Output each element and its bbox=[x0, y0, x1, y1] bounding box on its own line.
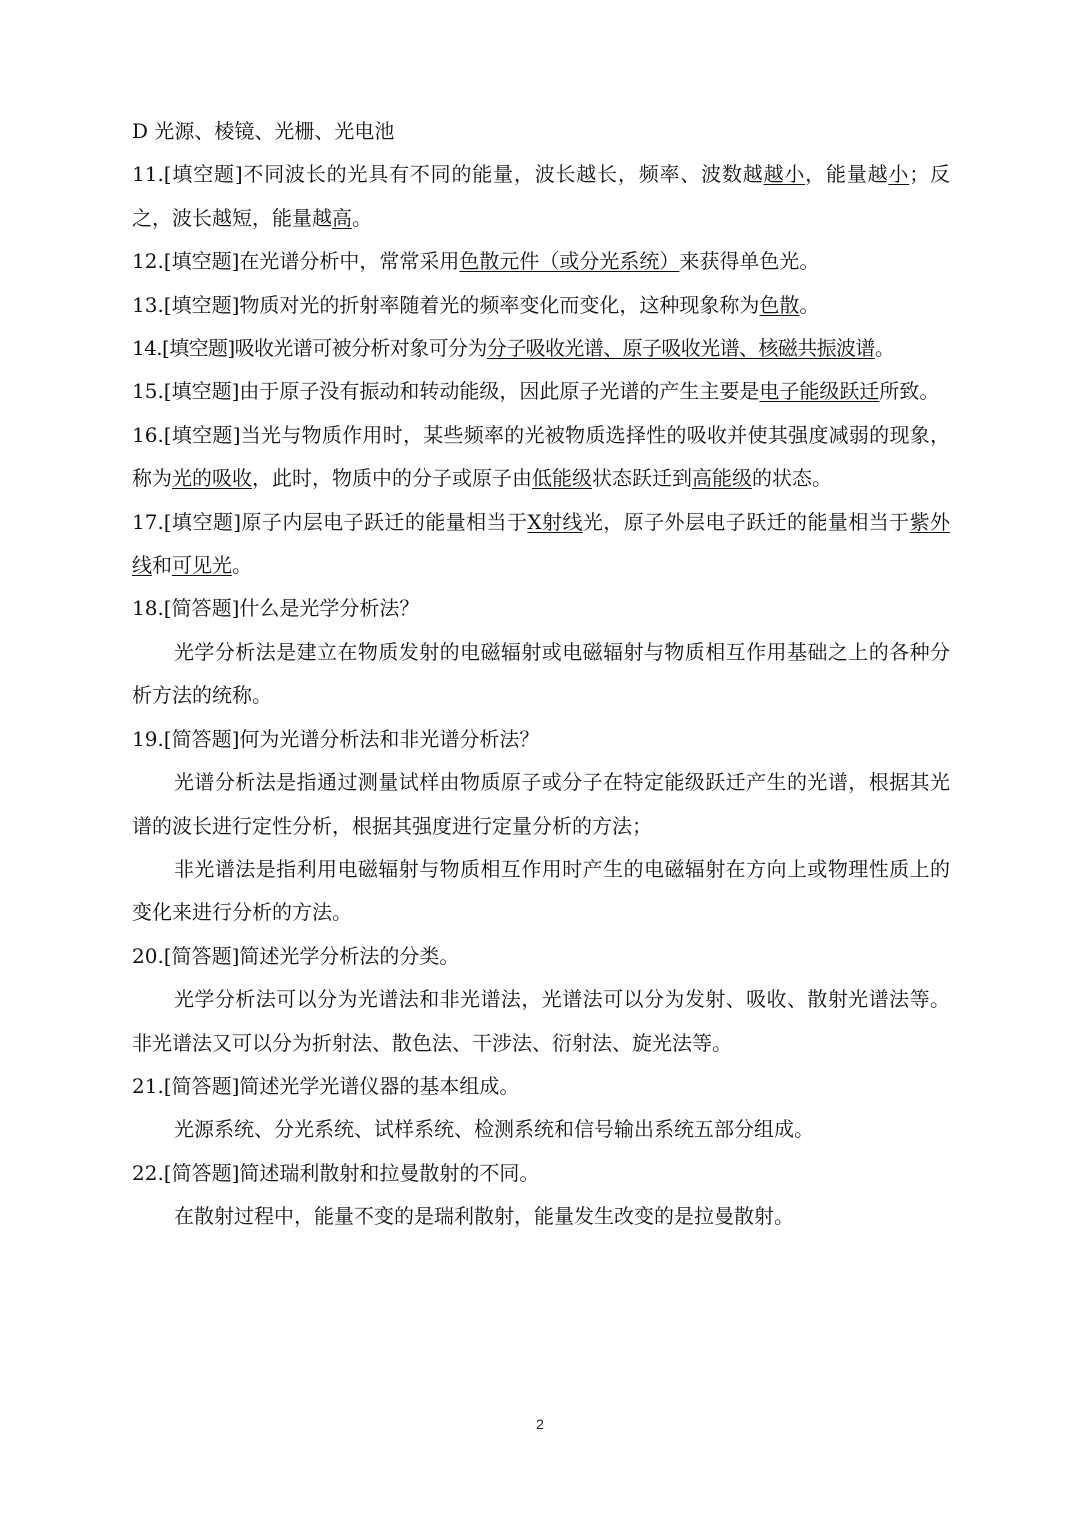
q14-text-c: 。 bbox=[874, 336, 895, 361]
q16-text-a: 16.[填空题]当光与物质作用时，某些频率的光被物质选择性的吸收并使其强度减弱的现象，称为 bbox=[132, 422, 950, 491]
question-14 bbox=[132, 327, 950, 370]
answer-21: 光源系统、分光系统、试样系统、检测系统和信号输出系统五部分组成。 bbox=[174, 1117, 814, 1142]
q17-blank-2: 紫外线 bbox=[132, 509, 950, 578]
page-number: 2 bbox=[536, 1416, 544, 1432]
q14-blank-1: 分子吸收光谱、原子吸收光谱、核磁共振波谱 bbox=[486, 336, 875, 361]
q11-text-c: ，能量越 bbox=[805, 162, 889, 187]
q16-text-c: ，此时，物质中的分子或原子由 bbox=[252, 466, 532, 491]
q17-blank-3: 可见光 bbox=[172, 553, 232, 578]
question-18: 18.[简答题]什么是光学分析法？ bbox=[132, 596, 420, 621]
q17-text-d: 和 bbox=[152, 553, 172, 578]
page-content bbox=[132, 110, 950, 1239]
q12-text-c: 来获得单色光。 bbox=[679, 249, 820, 274]
question-12 bbox=[132, 240, 950, 283]
q14-text-a: 14.[填空题]吸收光谱可被分析对象可分为 bbox=[132, 336, 487, 361]
question-21: 21.[简答题]简述光学光谱仪器的基本组成。 bbox=[132, 1073, 520, 1098]
q16-blank-3: 高能级 bbox=[692, 466, 752, 491]
answer-19-part-1: 光谱分析法是指通过测量试样由物质原子或分子在特定能级跃迁产生的光谱，根据其光谱的波长进行定性分析，根据其强度进行定量分析的方法； bbox=[132, 770, 950, 838]
answer-20: 光学分析法可以分为光谱法和非光谱法，光谱法可以分为发射、吸收、散射光谱法等。非光谱法又可以分为折射法、散色法、干涉法、衍射法、旋光法等。 bbox=[132, 987, 950, 1055]
question-19: 19.[简答题]何为光谱分析法和非光谱分析法？ bbox=[132, 726, 540, 751]
q13-text-a: 13.[填空题]物质对光的折射率随着光的频率变化而变化，这种现象称为 bbox=[132, 292, 760, 317]
question-22: 22.[简答题]简述瑞利散射和拉曼散射的不同。 bbox=[132, 1160, 540, 1185]
q16-blank-2: 低能级 bbox=[532, 466, 592, 491]
q17-text-e: 。 bbox=[232, 553, 252, 578]
question-13 bbox=[132, 284, 950, 327]
q11-blank-2: 小 bbox=[888, 162, 910, 187]
q11-blank-3: 高 bbox=[332, 205, 352, 230]
q15-blank-1: 电子能级跃迁 bbox=[759, 379, 880, 404]
q16-text-e: 的状态。 bbox=[752, 466, 832, 491]
q15-text-c: 所致。 bbox=[879, 379, 940, 404]
q12-blank-1: 色散元件（或分光系统） bbox=[459, 249, 680, 274]
question-11 bbox=[132, 153, 950, 240]
q17-blank-1: X射线 bbox=[527, 509, 583, 534]
q17-text-c: 光，原子外层电子跃迁的能量相当于 bbox=[582, 509, 910, 534]
q11-blank-1: 越小 bbox=[763, 162, 806, 187]
option-d-line: D 光源、棱镜、光栅、光电池 bbox=[132, 119, 395, 143]
answer-18: 光学分析法是建立在物质发射的电磁辐射或电磁辐射与物质相互作用基础之上的各种分析方法的统称。 bbox=[132, 639, 950, 708]
q15-text-a: 15.[填空题]由于原子没有振动和转动能级，因此原子光谱的产生主要是 bbox=[132, 379, 760, 404]
question-16 bbox=[132, 414, 950, 501]
question-15 bbox=[132, 370, 950, 413]
question-20: 20.[简答题]简述光学分析法的分类。 bbox=[132, 943, 460, 968]
q17-text-a: 17.[填空题]原子内层电子跃迁的能量相当于 bbox=[132, 509, 528, 534]
q11-text-a: 11.[填空题]不同波长的光具有不同的能量，波长越长，频率、波数越 bbox=[132, 162, 764, 187]
q11-text-e: 。 bbox=[352, 205, 372, 230]
q16-text-d: 状态跃迁到 bbox=[592, 466, 692, 491]
q16-blank-1: 光的吸收 bbox=[172, 466, 252, 491]
q13-text-c: 。 bbox=[799, 292, 820, 317]
answer-19-part-2: 非光谱法是指利用电磁辐射与物质相互作用时产生的电磁辐射在方向上或物理性质上的变化来进行分析的方法。 bbox=[132, 856, 950, 925]
q12-text-a: 12.[填空题]在光谱分析中，常常采用 bbox=[132, 249, 460, 274]
q11-text-d: ；反之，波长越短，能量越 bbox=[132, 162, 951, 230]
q13-blank-1: 色散 bbox=[759, 292, 800, 317]
answer-22: 在散射过程中，能量不变的是瑞利散射，能量发生改变的是拉曼散射。 bbox=[174, 1204, 794, 1229]
question-17 bbox=[132, 501, 950, 588]
